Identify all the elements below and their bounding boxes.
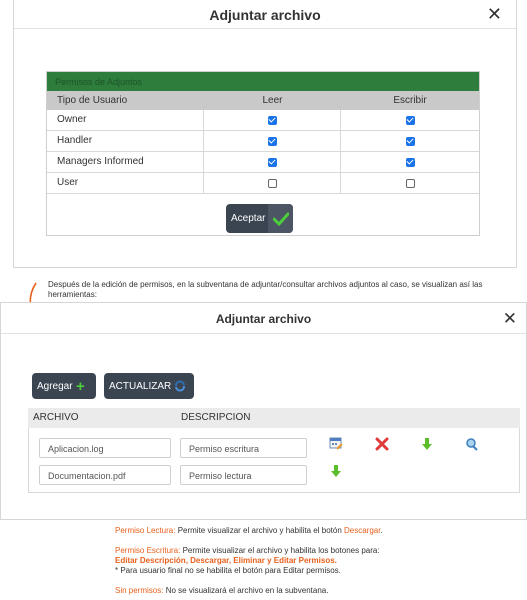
legend-write-text: Permite visualizar el archivo y habilita los botones para: [180, 546, 380, 555]
permissions-legend [115, 526, 515, 600]
legend-read-text: Permite visualizar el archivo y habilita el botón [175, 526, 344, 535]
files-table [28, 408, 520, 493]
refresh-icon [174, 380, 186, 392]
legend-read-end: . [380, 526, 383, 535]
delete-icon[interactable] [375, 437, 389, 451]
plus-icon: + [76, 377, 85, 395]
user-type-label: User [47, 173, 204, 193]
permissions-table-header: Permisos de Adjuntos [47, 72, 479, 91]
permissions-row [47, 131, 479, 152]
legend-write-permission [115, 546, 515, 576]
update-button-label: ACTUALIZAR [109, 380, 172, 392]
write-cell [341, 131, 479, 151]
write-cell [341, 173, 479, 193]
download-icon[interactable] [420, 437, 434, 451]
update-button[interactable] [104, 373, 194, 399]
divider [14, 28, 516, 29]
permissions-table [46, 71, 480, 236]
column-header-write: Escribir [393, 95, 427, 106]
legend-write-buttons: Editar Descripción, Descargar, Eliminar y Editar Permisos. [115, 556, 337, 565]
legend-no-permission-label: Sin permisos: [115, 586, 164, 595]
write-checkbox[interactable] [406, 137, 415, 146]
files-column-headers [28, 408, 520, 428]
legend-no-permission-text: No se visualizará el archivo en la subventana. [163, 586, 329, 595]
add-button[interactable] [32, 373, 96, 399]
legend-read-button: Descargar [344, 526, 381, 535]
write-checkbox[interactable] [406, 116, 415, 125]
attachments-dialog [0, 302, 527, 520]
read-checkbox[interactable] [268, 179, 277, 188]
explanation-note: Después de la edición de permisos, en la subventana de adjuntar/consultar archivos adjuntos al caso, se visualizan así las herramientas: [48, 280, 483, 299]
user-type-label: Handler [47, 131, 204, 151]
dialog-title: Adjuntar archivo [209, 7, 321, 23]
divider [1, 333, 526, 334]
permissions-row [47, 152, 479, 173]
column-header-read: Leer [262, 95, 283, 106]
permissions-dialog [13, 0, 517, 268]
add-button-label: Agregar [37, 380, 73, 392]
legend-write-note: * Para usuario final no se habilita el botón para Editar permisos. [115, 566, 341, 575]
file-description-field[interactable]: Permiso lectura [180, 465, 307, 485]
legend-write-label: Permiso Escritura: [115, 546, 181, 555]
files-list [28, 428, 520, 493]
legend-no-permission [115, 586, 515, 596]
legend-read-permission [115, 526, 515, 536]
read-cell [204, 173, 341, 193]
column-header-user-type: Tipo de Usuario [57, 95, 128, 106]
close-icon[interactable]: ✕ [486, 4, 502, 24]
file-name-field[interactable]: Aplicacion.log [39, 438, 171, 458]
permissions-column-headers [47, 91, 479, 110]
view-icon[interactable] [464, 437, 478, 451]
write-checkbox[interactable] [406, 179, 415, 188]
edit-description-icon[interactable] [329, 436, 343, 450]
accept-button-label: Aceptar [231, 213, 266, 224]
file-name-field[interactable]: Documentacion.pdf [39, 465, 171, 485]
dialog-title: Adjuntar archivo [215, 312, 312, 326]
close-icon[interactable]: ✕ [502, 309, 517, 328]
read-checkbox[interactable] [268, 137, 277, 146]
read-cell [204, 152, 341, 172]
read-checkbox[interactable] [268, 116, 277, 125]
user-type-label: Managers Informed [47, 152, 204, 172]
read-checkbox[interactable] [268, 158, 277, 167]
checkmark-icon [268, 204, 293, 233]
accept-button[interactable] [226, 204, 293, 233]
download-icon[interactable] [329, 464, 343, 478]
permissions-row [47, 110, 479, 131]
permissions-row [47, 173, 479, 194]
user-type-label: Owner [47, 110, 204, 130]
write-checkbox[interactable] [406, 158, 415, 167]
read-cell [204, 131, 341, 151]
write-cell [341, 110, 479, 130]
column-header-description: DESCRIPCION [181, 412, 251, 423]
write-cell [341, 152, 479, 172]
file-description-field[interactable]: Permiso escritura [180, 438, 307, 458]
legend-read-label: Permiso Lectura: [115, 526, 176, 535]
read-cell [204, 110, 341, 130]
column-header-file: ARCHIVO [33, 412, 79, 423]
